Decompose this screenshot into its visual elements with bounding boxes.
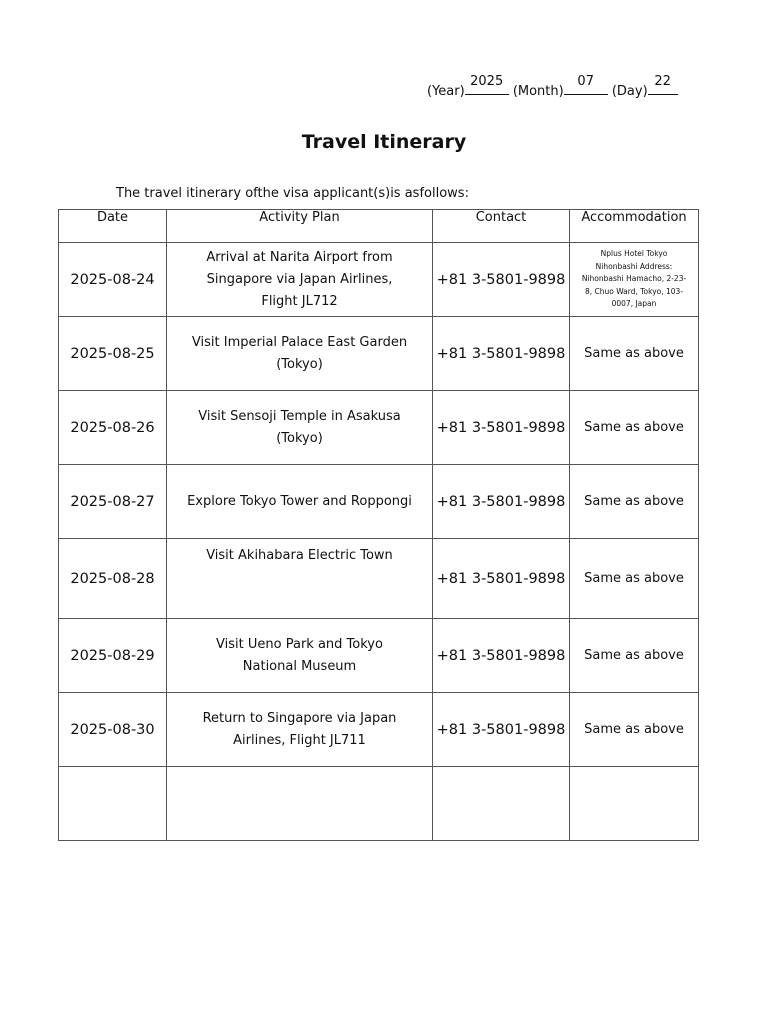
accommodation-cell: Same as above (570, 539, 699, 619)
table-row (59, 317, 699, 391)
header-contact: Contact (433, 210, 570, 243)
accommodation-cell: Same as above (570, 619, 699, 693)
date-cell: 2025-08-26 (59, 391, 167, 465)
table-header-row (59, 210, 699, 243)
contact-cell: +81 3-5801-9898 (433, 619, 570, 693)
month-label: (Month) (512, 84, 564, 99)
intro-text: The travel itinerary ofthe visa applicant(s)is asfollows: (116, 186, 469, 201)
table-row (59, 539, 699, 619)
contact-cell: +81 3-5801-9898 (433, 465, 570, 539)
empty-cell (570, 767, 699, 841)
date-cell: 2025-08-28 (59, 539, 167, 619)
accommodation-cell: Nplus Hotel Tokyo Nihonbashi Address: Nihonbashi Hamacho, 2-23-8, Chuo Ward, Tokyo, 103-0007, Japan (570, 243, 699, 317)
contact-cell: +81 3-5801-9898 (433, 243, 570, 317)
table-row (59, 465, 699, 539)
date-cell: 2025-08-24 (59, 243, 167, 317)
contact-cell: +81 3-5801-9898 (433, 539, 570, 619)
table-row-empty (59, 767, 699, 841)
accommodation-cell: Same as above (570, 391, 699, 465)
activity-cell: Visit Sensoji Temple in Asakusa (Tokyo) (167, 391, 433, 465)
empty-cell (59, 767, 167, 841)
year-label: (Year) (427, 84, 465, 99)
accommodation-cell: Same as above (570, 693, 699, 767)
date-cell: 2025-08-30 (59, 693, 167, 767)
empty-cell (167, 767, 433, 841)
table-row (59, 693, 699, 767)
year-field (465, 74, 509, 95)
table-row (59, 391, 699, 465)
activity-cell: Visit Akihabara Electric Town (167, 539, 433, 619)
table-row (59, 243, 699, 317)
date-cell: 2025-08-27 (59, 465, 167, 539)
year-value: 2025 (470, 74, 504, 89)
table-row (59, 619, 699, 693)
activity-cell: Visit Imperial Palace East Garden (Tokyo) (167, 317, 433, 391)
activity-cell: Arrival at Narita Airport from Singapore via Japan Airlines, Flight JL712 (167, 243, 433, 317)
document-date (427, 74, 678, 99)
date-cell: 2025-08-25 (59, 317, 167, 391)
empty-cell (433, 767, 570, 841)
contact-cell: +81 3-5801-9898 (433, 391, 570, 465)
header-activity: Activity Plan (167, 210, 433, 243)
contact-cell: +81 3-5801-9898 (433, 693, 570, 767)
day-label: (Day) (611, 84, 648, 99)
header-accommodation: Accommodation (570, 210, 699, 243)
accommodation-cell: Same as above (570, 465, 699, 539)
accommodation-cell: Same as above (570, 317, 699, 391)
activity-cell: Visit Ueno Park and Tokyo National Museum (167, 619, 433, 693)
page-title: Travel Itinerary (301, 131, 467, 153)
header-date: Date (59, 210, 167, 243)
activity-cell: Return to Singapore via Japan Airlines, Flight JL711 (167, 693, 433, 767)
contact-cell: +81 3-5801-9898 (433, 317, 570, 391)
activity-cell: Explore Tokyo Tower and Roppongi (167, 465, 433, 539)
itinerary-table (58, 209, 699, 841)
date-cell: 2025-08-29 (59, 619, 167, 693)
day-field (648, 74, 678, 95)
day-value: 22 (654, 74, 671, 89)
month-field (564, 74, 608, 95)
month-value: 07 (577, 74, 594, 89)
